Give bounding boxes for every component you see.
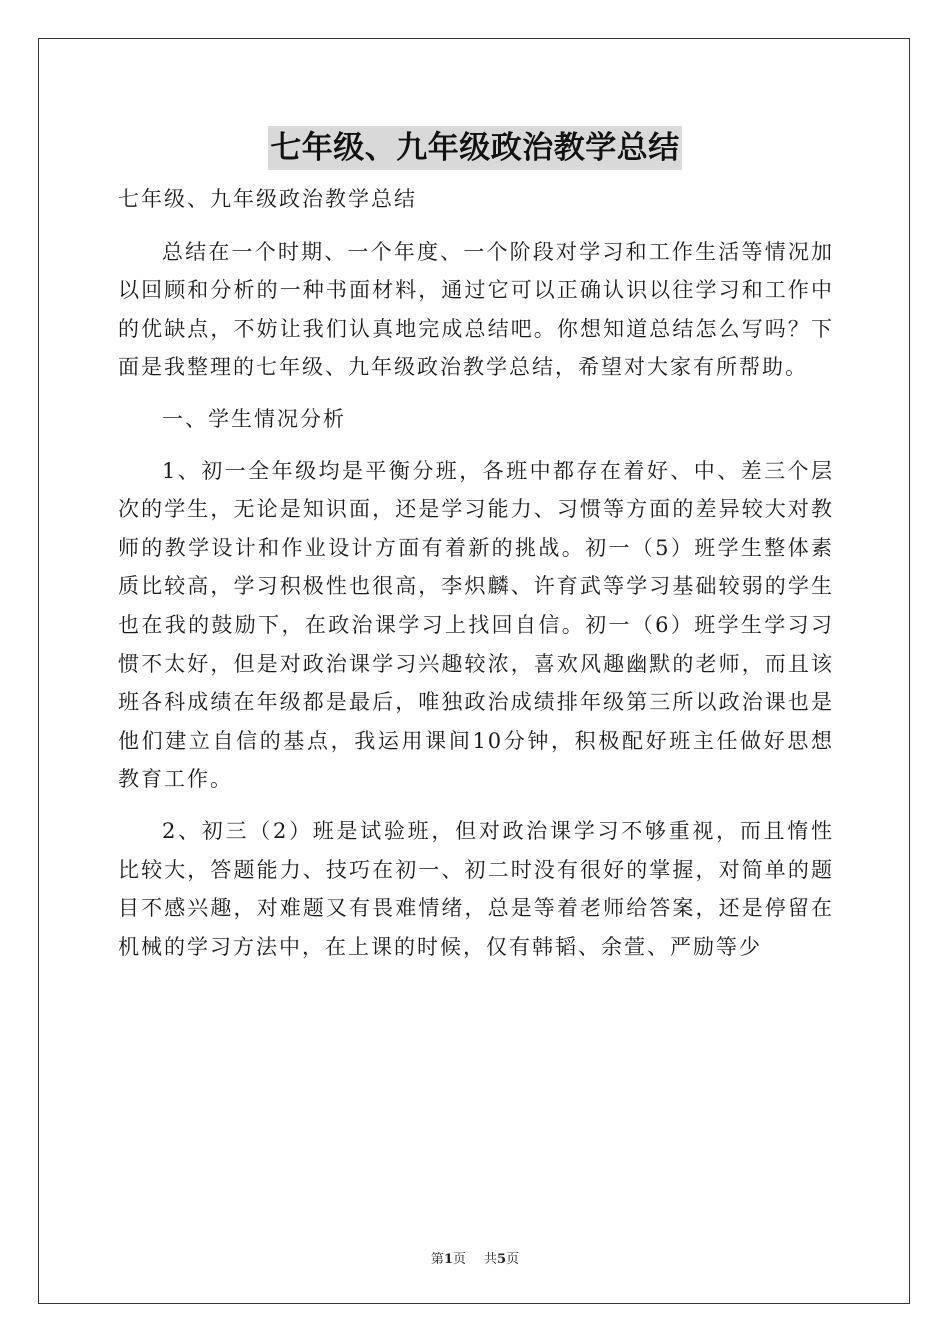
footer-page-total: 5	[497, 1252, 507, 1267]
section-heading: 一、学生情况分析	[162, 406, 346, 431]
footer-page-suffix: 页	[452, 1252, 466, 1267]
document-body	[118, 180, 834, 979]
footer-total-prefix: 共	[484, 1252, 498, 1267]
document-title: 七年级、九年级政治教学总结	[268, 126, 682, 170]
page-footer	[0, 1248, 950, 1267]
footer-page-current: 1	[443, 1252, 453, 1267]
footer-total-suffix: 页	[506, 1252, 520, 1267]
paragraph-intro: 总结在一个时期、一个年度、一个阶段对学习和工作生活等情况加以回顾和分析的一种书面材料，通过它可以正确认识以往学习和工作中的优缺点，不妨让我们认真地完成总结吧。你想知道总结怎么写吗？下面是我整理的七年级、九年级政治教学总结，希望对大家有所帮助。	[118, 239, 834, 380]
paragraph-item-2: 2、初三（2）班是试验班，但对政治课学习不够重视，而且惰性比较大，答题能力、技巧在初一、初二时没有很好的掌握，对简单的题目不感兴趣，对难题又有畏难情绪，总是等着老师给答案，还是停留在机械的学习方法中，在上课的时候，仅有韩韬、余萱、严励等少	[118, 818, 834, 959]
footer-page-prefix: 第	[430, 1252, 444, 1267]
title-wrap	[0, 126, 950, 170]
paragraph-item-1: 1、初一全年级均是平衡分班，各班中都存在着好、中、差三个层次的学生，无论是知识面，还是学习能力、习惯等方面的差异较大对教师的教学设计和作业设计方面有着新的挑战。初一（5）班学生整体素质比较高，学习积极性也很高，李炽麟、许育武等学习基础较弱的学生也在我的鼓励下，在政治课学习上找回自信。初一（6）班学生学习习惯不太好，但是对政治课学习兴趣较浓，喜欢风趣幽默的老师，而且该班各科成绩在年级都是最后，唯独政治成绩排年级第三所以政治课也是他们建立自信的基点，我运用课间10分钟，积极配好班主任做好思想教育工作。	[118, 458, 834, 792]
document-subtitle: 七年级、九年级政治教学总结	[118, 187, 417, 211]
